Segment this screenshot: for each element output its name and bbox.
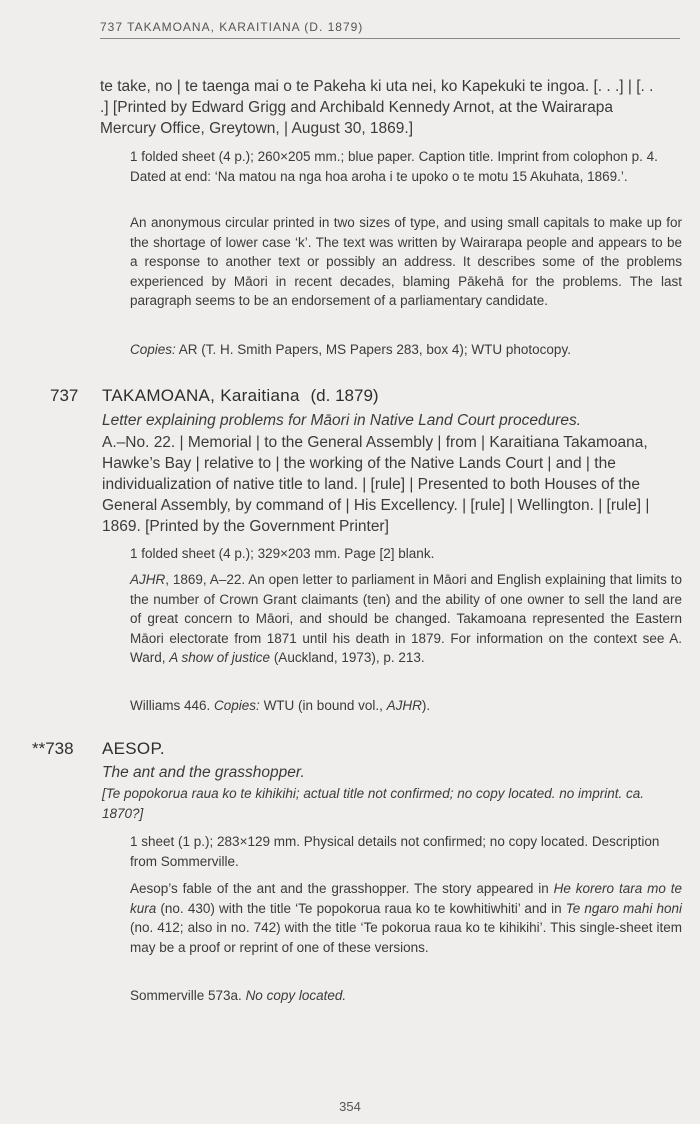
entry-number-737: 737 (50, 386, 79, 405)
note-text: Aesop’s fable of the ant and the grasshopper. The story appeared in (130, 881, 554, 896)
continued-title: te take, no | te taenga mai o te Pakeha ki uta nei, ko Kapekuki te ingoa. [. . .] | [. . .] [Printed by Edward Grigg and Archibald Kennedy Arnot, at the Wairarapa Mercury Office, Greytown, | August 30, 1869.] (100, 78, 654, 137)
entry-737-refs (130, 696, 682, 716)
entry-738-physical: 1 sheet (1 p.); 283×129 mm. Physical details not confirmed; no copy located. Description from Sommerville. (130, 834, 660, 869)
refs-ajhr: AJHR (386, 698, 422, 713)
copies-label: Copies: (130, 342, 176, 357)
entry-number-738: **738 (32, 739, 74, 758)
continued-copies (130, 340, 682, 360)
author-name: TAKAMOANA, Karaitiana (102, 386, 300, 405)
copies-text: AR (T. H. Smith Papers, MS Papers 283, box 4); WTU photocopy. (178, 342, 571, 357)
author-dates: (d. 1879) (310, 386, 379, 405)
running-head: 737 TAKAMOANA, KARAITIANA (D. 1879) (100, 20, 680, 39)
refs-copies: WTU (in bound vol., (259, 698, 387, 713)
entry-738-refs (130, 986, 682, 1006)
entry-heading-738: AESOP. (102, 739, 165, 758)
note-text: , 1869, A–22. An open letter to parliament in Māori and English explaining that limits to the number of Crown Grant claimants (ten) and the ability of one owner to sell the land are of great concern to Māori, and should be changed. Takamoana represented the Eastern Māori electorate from 1871 until his death in 1879. For information on the context see A. Ward, (130, 572, 682, 665)
entry-737-physical: 1 folded sheet (4 p.); 329×203 mm. Page [2] blank. (130, 546, 435, 561)
ward-title: A show of justice (169, 650, 271, 665)
entry-737-title: A.–No. 22. | Memorial | to the General Assembly | from | Karaitiana Takamoana, Hawke’s Bay | relative to | the working of the Native Lands Court | and | the individualization of native title to land. | [rule] | Presented to both Houses of the General Assembly, by command of | His Excellency. | [rule] | Wellington. | [rule] | 1869. [Printed by the Government Printer] (102, 434, 650, 535)
note-text: (no. 412; also in no. 742) with the title ‘Te pokorua raua ko te kihikihi’. This single-sheet item may be a proof or reprint of one of these versions. (130, 920, 682, 955)
no-copy-located: No copy located. (245, 988, 347, 1003)
ajhr-ref: AJHR (130, 572, 166, 587)
entry-738-note (130, 879, 682, 957)
copies-label: Copies: (214, 698, 260, 713)
continued-physical: 1 folded sheet (4 p.); 260×205 mm.; blue paper. Caption title. Imprint from colophon p. 4. Dated at end: ‘Na matou na nga hoa aroha i te upoko o te motu 15 Akuhata, 1869.’. (130, 149, 658, 184)
continued-note: An anonymous circular printed in two sizes of type, and using small capitals to make up for the shortage of lower case ‘k’. The text was written by Wairarapa people and appears to be a response to another text or possibly an address. It describes some of the problems experienced by Māori in recent decades, blaming Pākehā for the problems. The last paragraph seems to be an endorsement of a parliamentary candidate. (130, 215, 682, 308)
entry-738-subtitle: [Te popokorua raua ko te kihikihi; actual title not confirmed; no copy located. no imprint. ca. 1870?] (102, 786, 645, 821)
entry-737-italic-title: Letter explaining problems for Māori in Native Land Court procedures. (102, 412, 582, 429)
te-ngaro-title: Te ngaro mahi honi (565, 900, 682, 916)
entry-heading-737 (102, 386, 379, 406)
refs-sommerville: Sommerville 573a. (130, 988, 246, 1003)
note-text: (no. 430) with the title ‘Te popokorua raua ko te kowhitiwhiti’ and in (156, 900, 566, 916)
note-tail: (Auckland, 1973), p. 213. (270, 650, 425, 665)
entry-738-italic-title: The ant and the grasshopper. (102, 764, 305, 781)
refs-close: ). (421, 698, 431, 713)
page-number: 354 (339, 1099, 361, 1114)
refs-williams: Williams 446. (130, 698, 215, 713)
he-korero-title: He korero tara mo te kura (130, 881, 682, 916)
entry-737-note (130, 570, 682, 668)
